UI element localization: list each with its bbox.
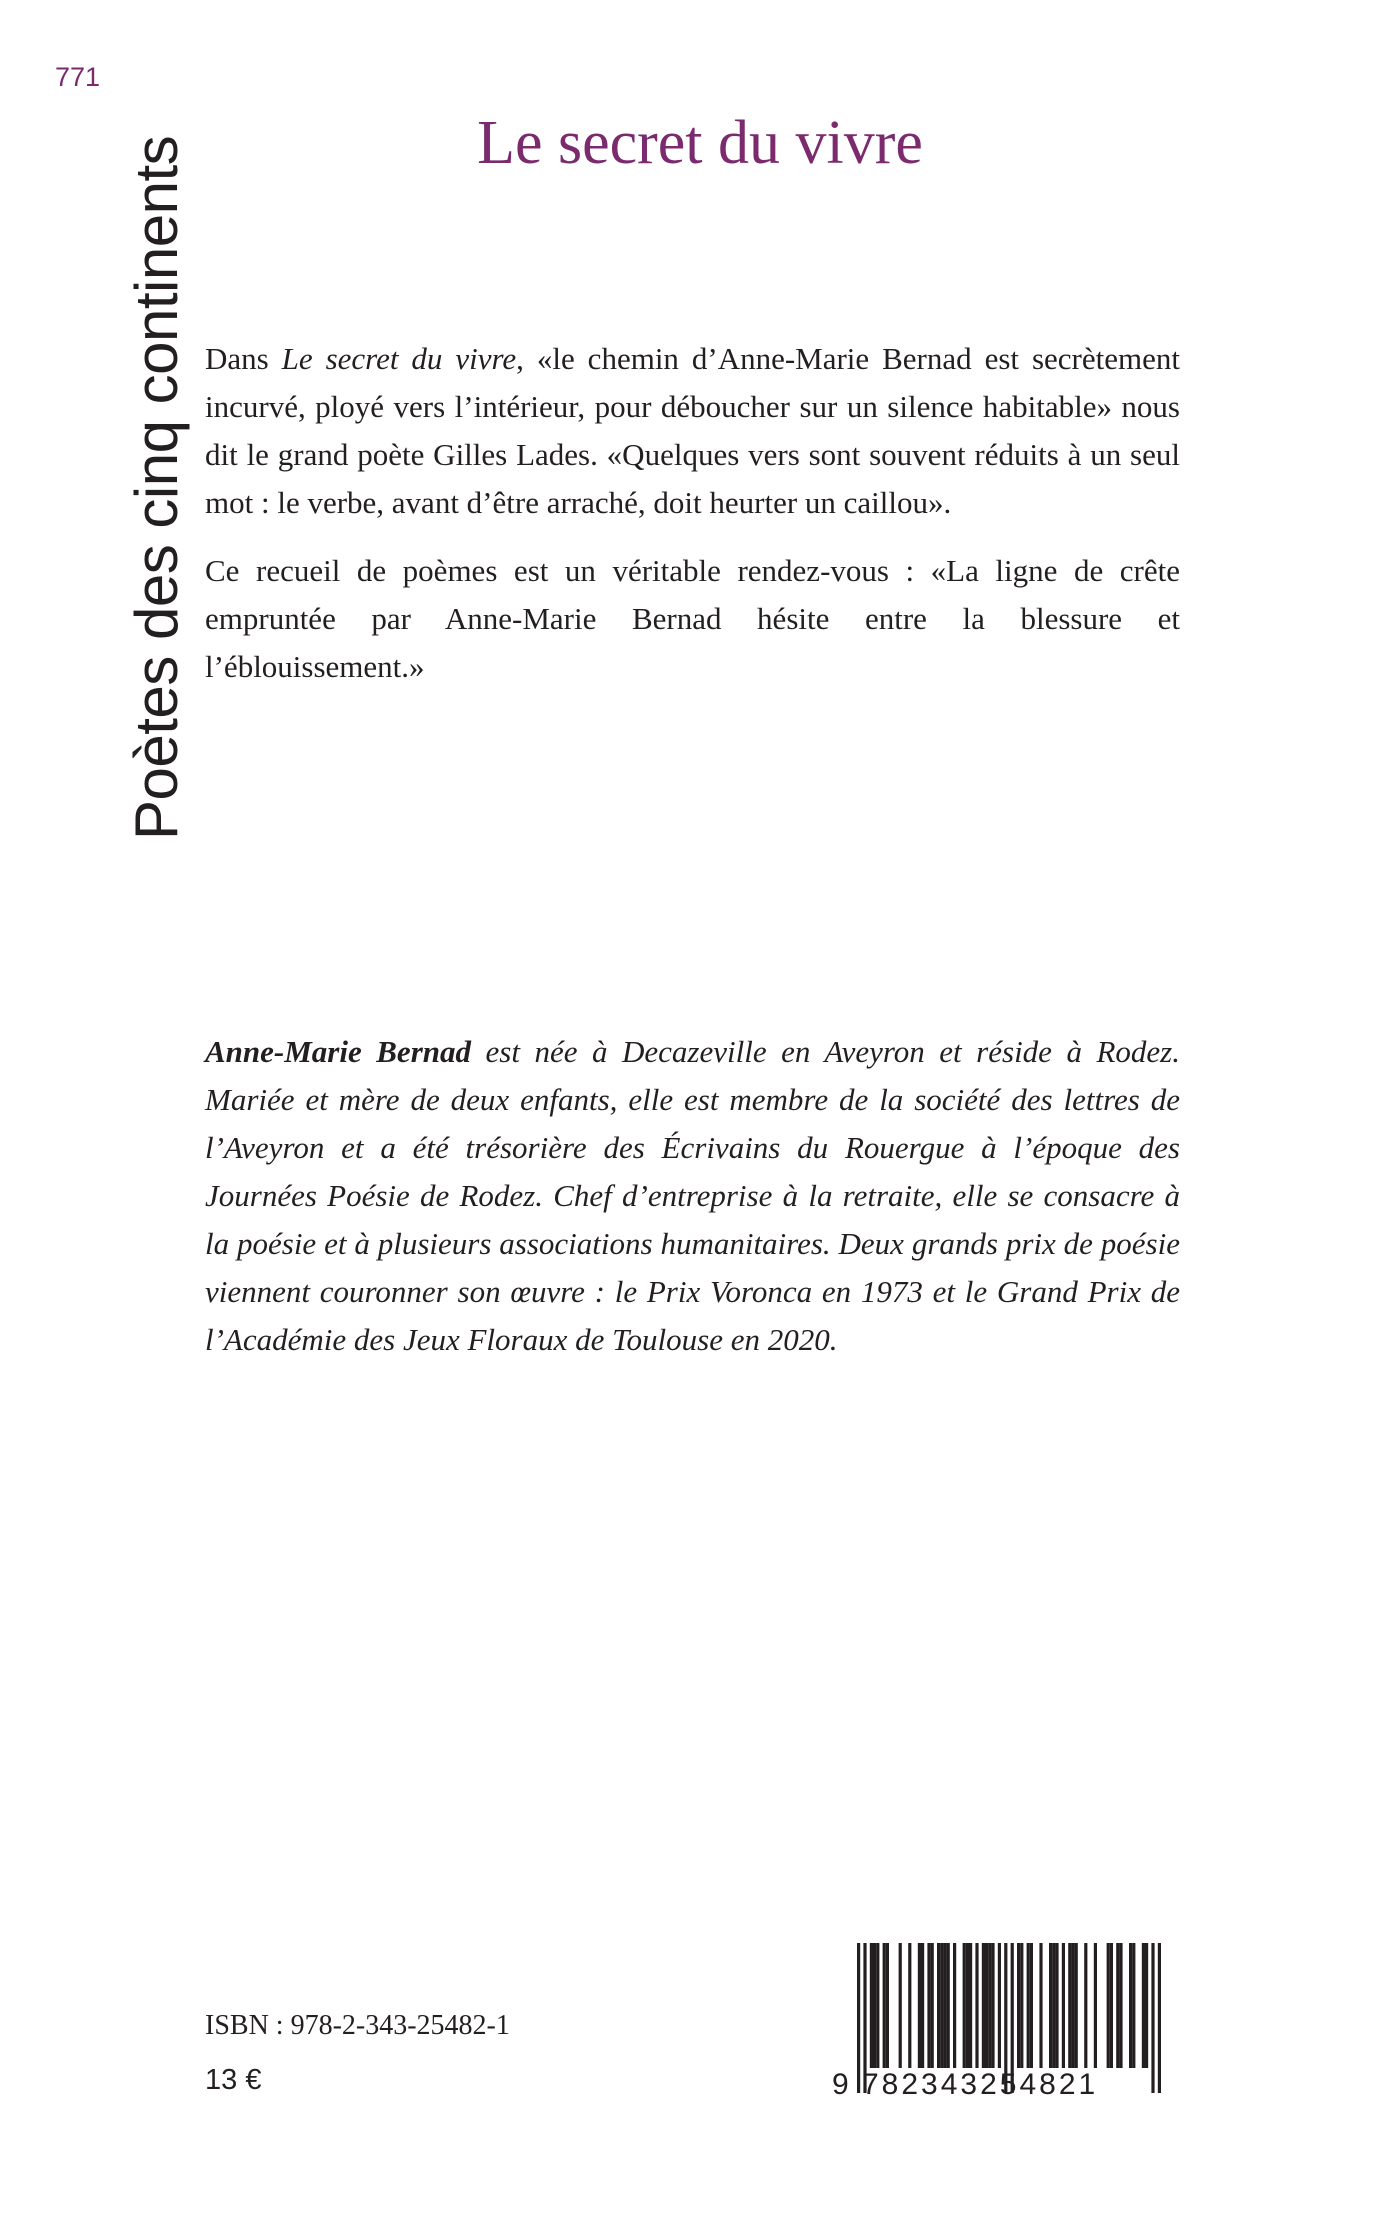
barcode-bar: [982, 1943, 985, 2068]
barcode-bar: [1068, 1943, 1071, 2068]
barcode-bar: [1071, 1943, 1074, 2068]
barcode-bar: [918, 1943, 921, 2068]
barcode-bar: [1107, 1943, 1110, 2068]
barcode-bar: [1110, 1943, 1113, 2068]
barcode-bar: [966, 1943, 969, 2068]
series-number: 771: [55, 62, 101, 92]
series-name: Poètes des cinq continents: [123, 135, 190, 840]
barcode-bar: [969, 1943, 972, 2068]
barcode-bar: [1030, 1943, 1033, 2068]
barcode-bar: [1017, 1943, 1020, 2068]
price: 13 €: [205, 2064, 262, 2096]
author-name: Anne-Marie Bernad: [205, 1034, 471, 1069]
barcode-bar: [937, 1943, 940, 2068]
barcode-bar: [876, 1943, 879, 2068]
barcode-bar: [1132, 1943, 1135, 2068]
barcode-bar: [1027, 1943, 1030, 2068]
barcode-bar: [985, 1943, 988, 2068]
barcode-bar: [873, 1943, 876, 2068]
barcode-bar: [921, 1943, 924, 2068]
barcode-bar: [1129, 1943, 1132, 2068]
author-bio: [205, 1028, 1180, 1364]
barcode-bar: [1119, 1943, 1122, 2068]
barcode-bar: [991, 1943, 994, 2068]
barcode-bar: [857, 1943, 860, 2093]
barcode-bar: [1116, 1943, 1119, 2068]
barcode-bar: [1142, 1943, 1145, 2068]
barcode-bar: [1062, 1943, 1065, 2068]
barcode-bar: [1084, 1943, 1087, 2068]
barcode-bar: [931, 1943, 934, 2068]
barcode-bar: [943, 1943, 946, 2068]
blurb-paragraph-1: [205, 335, 1180, 527]
barcode-bar: [908, 1943, 911, 2068]
barcode-bar: [988, 1943, 991, 2068]
blurb-text: Dans: [205, 341, 282, 376]
barcode-bar: [940, 1943, 943, 2068]
barcode-bar: [899, 1943, 902, 2068]
barcode-bar: [1052, 1943, 1055, 2068]
barcode-bar: [947, 1943, 950, 2068]
barcode-bar: [953, 1943, 956, 2068]
blurb-text: , «le chemin d’Anne-Marie Bernad est secrètement incurvé, ployé vers l’intérieur, pour déboucher sur un silence habitable» nous dit le grand poète Gilles Lades. «Quelques vers sont souvent réduits à un seul mot : le verbe, avant d’être arraché, doit heurter un caillou».: [205, 341, 1180, 520]
blurb-title-reference: Le secret du vivre: [281, 341, 517, 376]
barcode-digits: 782343254821: [862, 2068, 1099, 2101]
isbn: ISBN : 978-2-343-25482-1: [205, 2010, 510, 2041]
author-bio-text: est née à Decazeville en Aveyron et réside à Rodez. Mariée et mère de deux enfants, elle est membre de la société des lettres de l’Aveyron et a été trésorière des Écrivains du Rouergue à l’époque des Journées Poésie de Rodez. Chef d’entreprise à la retraite, elle se consacre à la poésie et à plusieurs associations humanitaires. Deux grands prix de poésie viennent couronner son œuvre : le Prix Voronca en 1973 et le Grand Prix de l’Académie des Jeux Floraux de Toulouse en 2020.: [205, 1034, 1180, 1357]
barcode-bar: [1075, 1943, 1078, 2068]
barcode-lead-digit: 9: [832, 2068, 849, 2101]
barcode-bar: [927, 1943, 930, 2068]
barcode-bar: [1049, 1943, 1052, 2068]
barcode-bar: [975, 1943, 978, 2068]
barcode-bar: [1039, 1943, 1042, 2068]
barcode-bar: [963, 1943, 966, 2068]
barcode-bar: [1094, 1943, 1097, 2068]
back-cover-blurb: [205, 335, 1180, 711]
barcode-bar: [886, 1943, 889, 2068]
barcode-bar: [1055, 1943, 1058, 2068]
barcode-bar: [870, 1943, 873, 2068]
barcode-bar: [883, 1943, 886, 2068]
barcode-bar: [1145, 1943, 1148, 2068]
blurb-paragraph-2: Ce recueil de poèmes est un véritable rendez-vous : «La ligne de crête empruntée par Anne-Marie Bernad hésite entre la blessure et l’éblouissement.»: [205, 553, 1180, 684]
barcode-bar: [1020, 1943, 1023, 2068]
barcode-bar: [998, 1943, 1001, 2068]
book-title: Le secret du vivre: [477, 109, 923, 177]
